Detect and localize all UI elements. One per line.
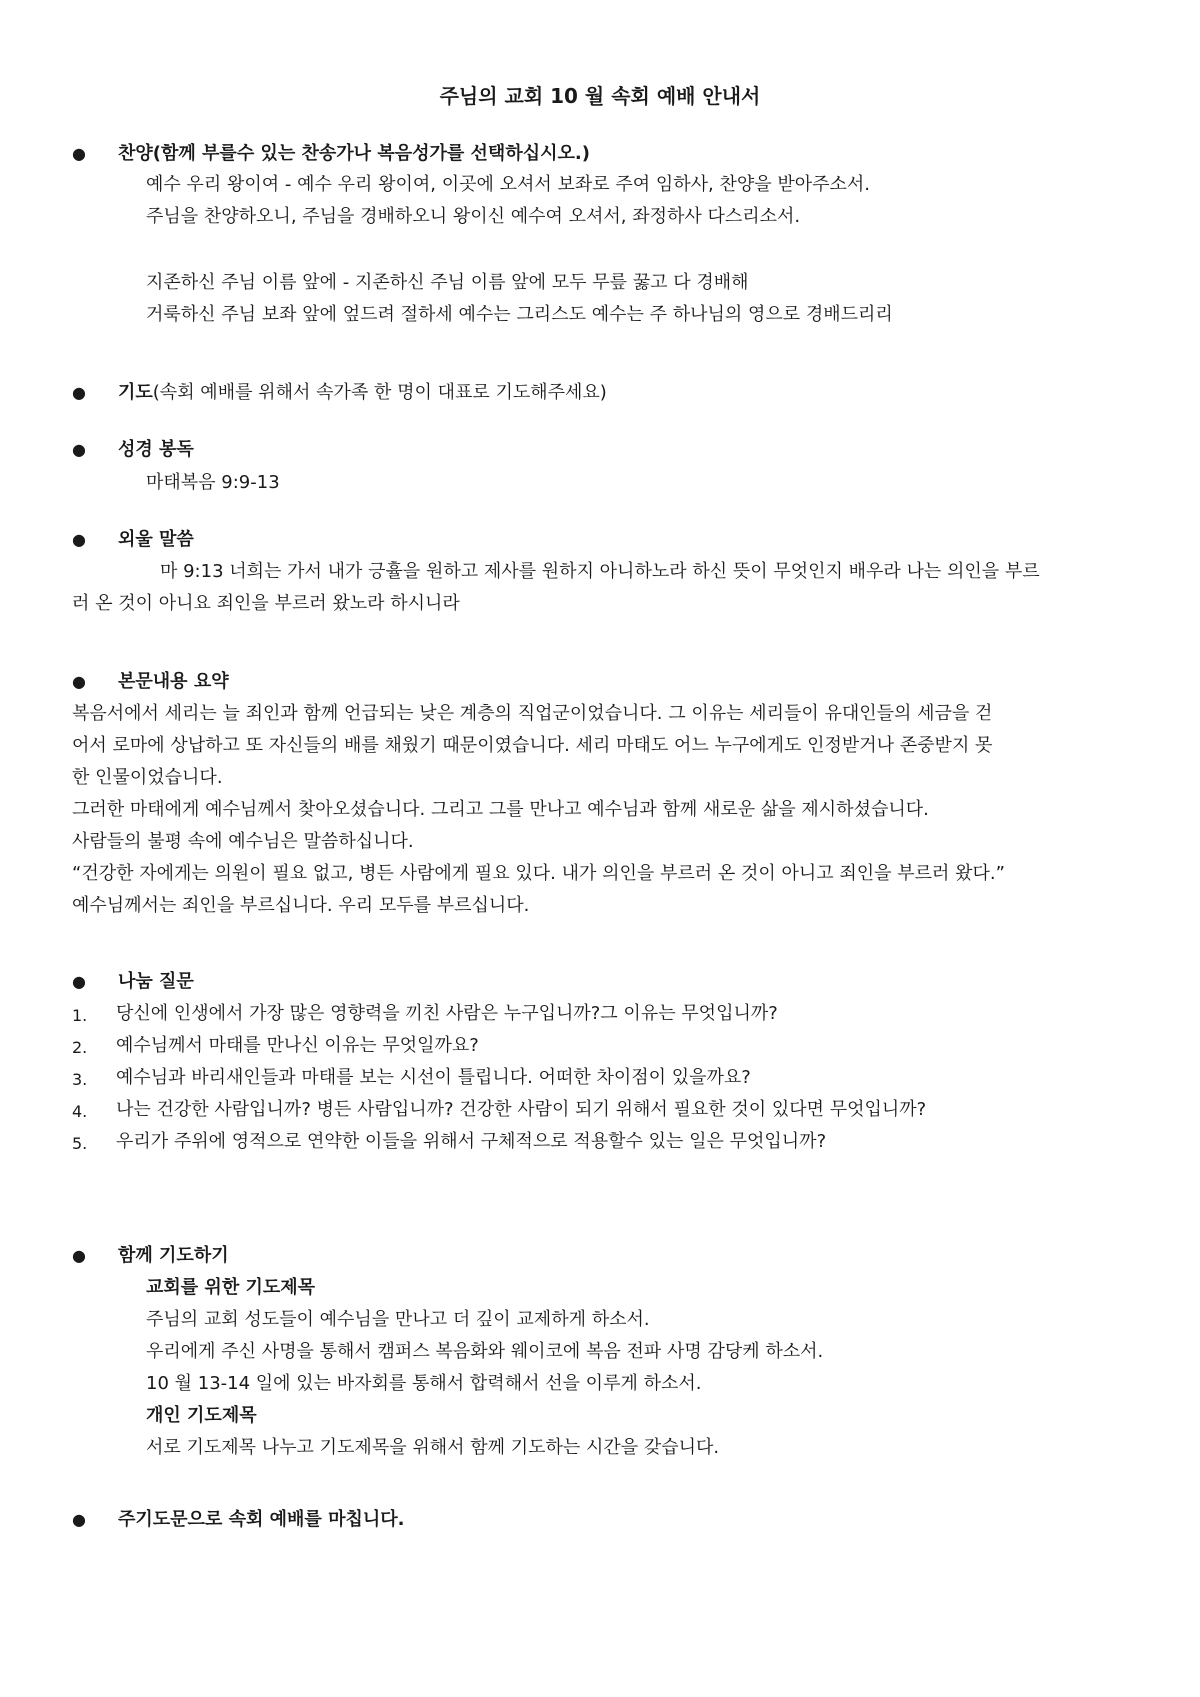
prayer-note: (속회 예배를 위해서 속가족 한 명이 대표로 기도해주세요) (152, 382, 607, 403)
question-number: 3. (72, 1070, 88, 1089)
bullet-icon: ● (72, 672, 86, 691)
summary-line: 그러한 마태에게 예수님께서 찾아오셨습니다. 그리고 그를 만나고 예수님과 함께 새로운 삶을 제시하셨습니다. (72, 799, 929, 820)
question-text: 우리가 주위에 영적으로 연약한 이들을 위해서 구체적으로 적용할수 있는 일은 무엇입니까? (116, 1131, 827, 1152)
bullet-icon: ● (72, 383, 86, 402)
section-praise-heading: ● 찬양(함께 부를수 있는 찬송가나 복음성가를 선택하십시오.) (72, 143, 590, 164)
question-text: 예수님께서 마태를 만나신 이유는 무엇일까요? (116, 1035, 479, 1056)
bullet-icon: ● (72, 530, 86, 549)
church-prayer-item: 우리에게 주신 사명을 통해서 캠퍼스 복음화와 웨이코에 복음 전파 사명 감당케 하소서. (146, 1341, 824, 1362)
summary-line: 어서 로마에 상납하고 또 자신들의 배를 채웠기 때문이였습니다. 세리 마태도 어느 누구에게도 인정받거나 존중받지 못 (72, 735, 993, 756)
memory-verse-line: 마 9:13 너희는 가서 내가 긍휼을 원하고 제사를 원하지 아니하노라 하신 뜻이 무엇인지 배우라 나는 의인을 부르 (160, 561, 1040, 582)
praise-line: 예수 우리 왕이여 - 예수 우리 왕이여, 이곳에 오셔서 보좌로 주여 임하사, 찬양을 받아주소서. (146, 174, 871, 195)
church-prayer-title: 교회를 위한 기도제목 (146, 1277, 316, 1298)
bullet-icon: ● (72, 1510, 86, 1529)
section-memory-verse-heading: ● 외울 말씀 (72, 529, 194, 550)
praise-line: 거룩하신 주님 보좌 앞에 엎드려 절하세 예수는 그리스도 예수는 주 하나님의 영으로 경배드리리 (146, 304, 893, 325)
section-closing-heading: ● 주기도문으로 속회 예배를 마칩니다. (72, 1509, 405, 1530)
section-questions-heading: ● 나눔 질문 (72, 971, 194, 992)
scripture-reference: 마태복음 9:9-13 (146, 472, 280, 493)
bullet-icon: ● (72, 440, 86, 459)
question-number: 5. (72, 1134, 88, 1153)
page-title: 주님의 교회 10 월 속회 예배 안내서 (439, 84, 761, 108)
section-prayer-heading: ● 기도(속회 예배를 위해서 속가족 한 명이 대표로 기도해주세요) (72, 382, 607, 403)
church-prayer-item: 10 월 13-14 일에 있는 바자회를 통해서 합력해서 선을 이루게 하소서. (146, 1373, 702, 1394)
section-pray-together-heading: ● 함께 기도하기 (72, 1245, 229, 1266)
bullet-icon: ● (72, 1246, 86, 1265)
summary-line: 사람들의 불평 속에 예수님은 말씀하십니다. (72, 831, 414, 852)
summary-line: 복음서에서 세리는 늘 죄인과 함께 언급되는 낮은 계층의 직업군이었습니다. 그 이유는 세리들이 유대인들의 세금을 걷 (72, 703, 993, 724)
section-summary-heading: ● 본문내용 요약 (72, 671, 229, 692)
church-prayer-item: 주님의 교회 성도들이 예수님을 만나고 더 깊이 교제하게 하소서. (146, 1309, 650, 1330)
bullet-icon: ● (72, 144, 86, 163)
memory-verse-line: 러 온 것이 아니요 죄인을 부르러 왔노라 하시니라 (72, 593, 460, 614)
personal-prayer-title: 개인 기도제목 (146, 1405, 257, 1426)
question-text: 예수님과 바리새인들과 마태를 보는 시선이 틀립니다. 어떠한 차이점이 있을까요? (116, 1067, 751, 1088)
summary-line: 예수님께서는 죄인을 부르십니다. 우리 모두를 부르십니다. (72, 895, 530, 916)
question-text: 당신에 인생에서 가장 많은 영향력을 끼친 사람은 누구입니까?그 이유는 무엇입니까? (116, 1003, 778, 1024)
section-scripture-heading: ● 성경 봉독 (72, 439, 194, 460)
question-text: 나는 건강한 사람입니까? 병든 사람입니까? 건강한 사람이 되기 위해서 필요한 것이 있다면 무엇입니까? (116, 1099, 927, 1120)
personal-prayer-text: 서로 기도제목 나누고 기도제목을 위해서 함께 기도하는 시간을 갖습니다. (146, 1437, 720, 1458)
bullet-icon: ● (72, 972, 86, 991)
praise-line: 지존하신 주님 이름 앞에 - 지존하신 주님 이름 앞에 모두 무릎 꿇고 다 경배해 (146, 272, 749, 293)
question-number: 2. (72, 1038, 88, 1057)
summary-line: 한 인물이었습니다. (72, 767, 223, 788)
question-number: 4. (72, 1102, 88, 1121)
praise-line: 주님을 찬양하오니, 주님을 경배하오니 왕이신 예수여 오셔서, 좌정하사 다스리소서. (146, 206, 801, 227)
summary-quote: “건강한 자에게는 의원이 필요 없고, 병든 사람에게 필요 있다. 내가 의인을 부르러 온 것이 아니고 죄인을 부르러 왔다.” (72, 863, 1005, 884)
question-number: 1. (72, 1006, 88, 1025)
